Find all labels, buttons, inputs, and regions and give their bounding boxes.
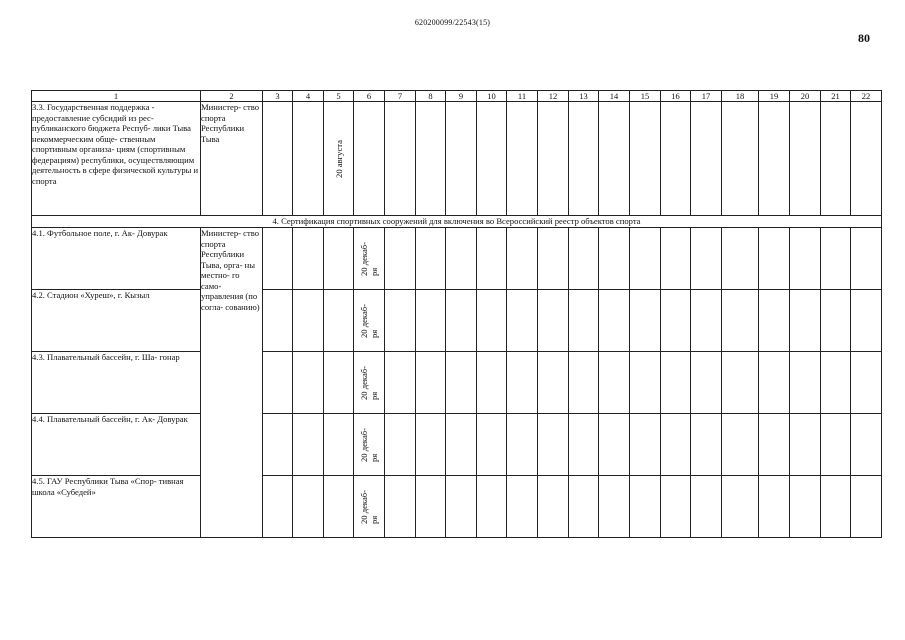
date-text: 20 декаб- ря [359,427,379,462]
row-date [354,476,385,538]
section-row [32,216,882,228]
column-number: 15 [630,91,661,102]
date-text: 20 декаб- ря [359,303,379,338]
date-text: 20 декаб- ря [359,489,379,524]
row-date [354,352,385,414]
column-number: 21 [821,91,851,102]
row-name: 4.1. Футбольное поле, г. Ак- Довурак [32,228,201,290]
row-date [354,290,385,352]
column-number: 13 [569,91,599,102]
date-text: 20 августа [333,139,344,178]
column-number: 4 [293,91,324,102]
row-name: 4.4. Плавательный бассейн, г. Ак- Довурак [32,414,201,476]
row-name: 4.5. ГАУ Республики Тыва «Спор- тивная школа «Субедей» [32,476,201,538]
column-number: 8 [416,91,446,102]
column-number-row [32,91,882,102]
column-number: 16 [661,91,691,102]
plan-table [31,90,882,538]
column-number: 7 [385,91,416,102]
row-executor: Министер- ство спорта Республики Тыва [201,102,263,216]
column-number: 19 [759,91,790,102]
row-date [354,414,385,476]
table-row [32,352,882,414]
column-number: 20 [790,91,821,102]
row-date [354,228,385,290]
column-number: 1 [32,91,201,102]
column-number: 2 [201,91,263,102]
page-number: 80 [858,31,870,45]
table-row [32,414,882,476]
row-name: 4.2. Стадион «Хуреш», г. Кызыл [32,290,201,352]
column-number: 22 [851,91,882,102]
row-date [324,102,354,216]
table-row [32,290,882,352]
column-number: 14 [599,91,630,102]
column-number: 12 [538,91,569,102]
row-name: 4.3. Плавательный бассейн, г. Ша- гонар [32,352,201,414]
table-row [32,102,882,216]
column-number: 6 [354,91,385,102]
column-number: 9 [446,91,477,102]
table-row [32,476,882,538]
document-number: 620200099/22543(15) [414,18,491,27]
section-heading: 4. Сертификация спортивных сооружений для включения во Всероссийский реестр объектов спорта [32,216,882,228]
date-text: 20 декаб- ря [359,365,379,400]
row-name: 3.3. Государственная поддержка - предоставление субсидий из рес- публиканского бюджета Респуб- лики Тыва некоммерческим обще- ственным спортивным организа- циям (спортивным федерациям) республики, осуществляющим деятельность в сфере физической культуры и спорта [32,102,201,216]
date-text: 20 декаб- ря [359,241,379,276]
column-number: 11 [507,91,538,102]
column-number: 17 [691,91,722,102]
column-number: 5 [324,91,354,102]
column-number: 10 [477,91,507,102]
column-number: 18 [722,91,759,102]
column-number: 3 [263,91,293,102]
table-row [32,228,882,290]
row-executor: Министер- ство спорта Республики Тыва, орга- ны местно- го само- управления (по согла- сованию) [201,228,263,538]
